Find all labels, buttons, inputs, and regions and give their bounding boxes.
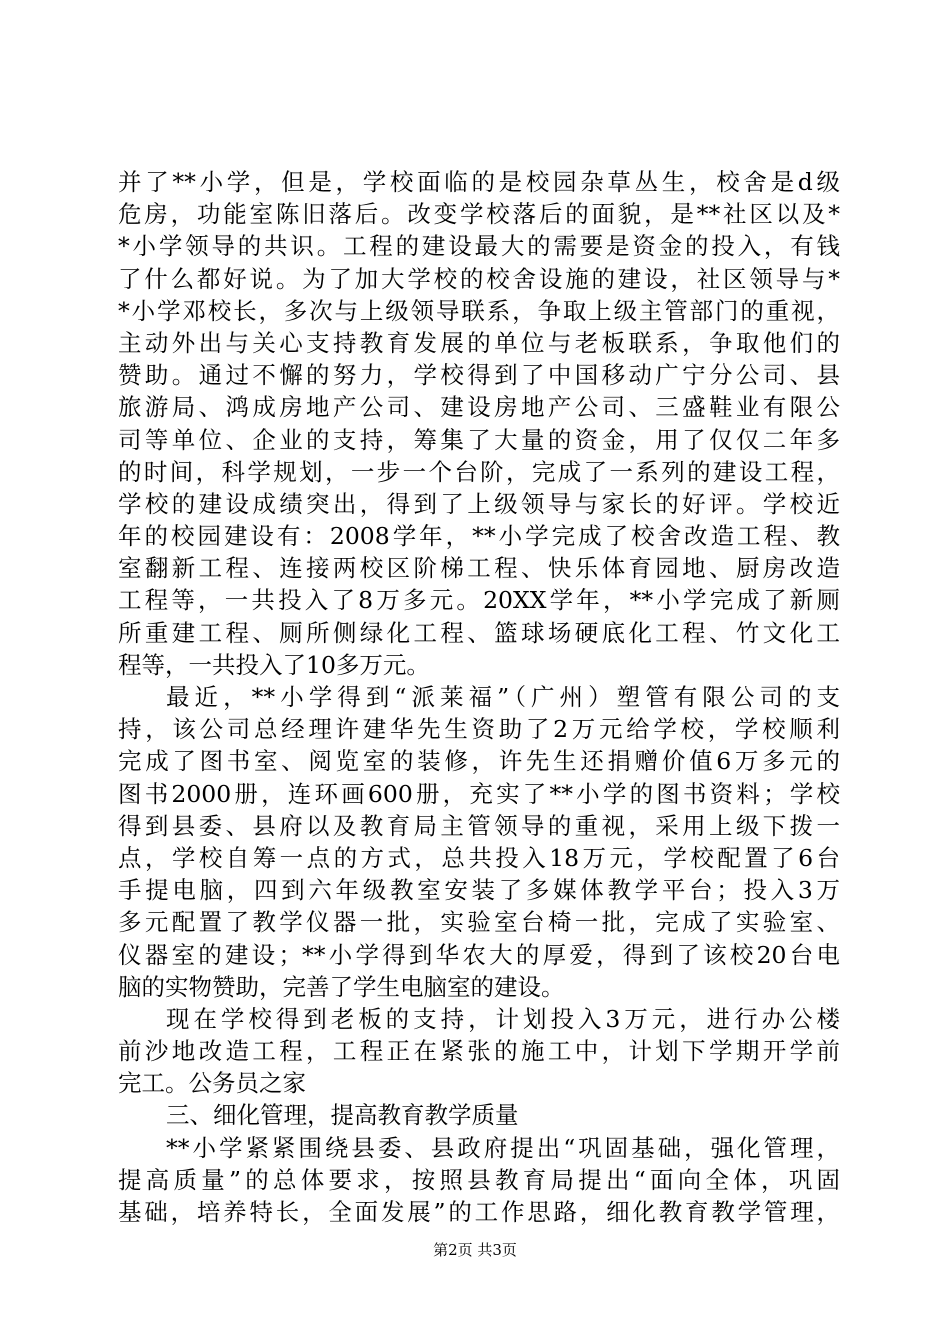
text-line: 年的校园建设有：2008学年，**小学完成了校舍改造工程、教 bbox=[118, 522, 840, 551]
text-line: 完成了图书室、阅览室的装修，许先生还捐赠价值6万多元的 bbox=[118, 747, 840, 776]
text-line: 室翻新工程、连接两校区阶梯工程、快乐体育园地、厨房改造 bbox=[118, 554, 840, 583]
text-line: 手提电脑，四到六年级教室安装了多媒体教学平台；投入3万 bbox=[118, 876, 840, 905]
text-line: 工程等，一共投入了8万多元。20XX学年，**小学完成了新厕 bbox=[118, 586, 840, 615]
text-line: 赞助。通过不懈的努力，学校得到了中国移动广宁分公司、县 bbox=[118, 361, 840, 390]
text-line: 持，该公司总经理许建华先生资助了2万元给学校，学校顺利 bbox=[118, 715, 840, 744]
text-line: 危房，功能室陈旧落后。改变学校落后的面貌，是**社区以及* bbox=[118, 200, 840, 229]
text-line: 多元配置了教学仪器一批，实验室台椅一批，完成了实验室、 bbox=[118, 908, 840, 937]
text-line: 的时间，科学规划，一步一个台阶，完成了一系列的建设工程， bbox=[118, 457, 840, 486]
text-line: *小学领导的共识。工程的建设最大的需要是资金的投入，有钱 bbox=[118, 232, 840, 261]
text-line: 了什么都好说。为了加大学校的校舍设施的建设，社区领导与* bbox=[118, 264, 840, 293]
text-line: 并了**小学，但是，学校面临的是校园杂草丛生，校舍是d级 bbox=[118, 168, 840, 196]
paragraph-start-line: 现在学校得到老板的支持，计划投入3万元，进行办公楼 bbox=[166, 1004, 840, 1033]
page-footer: 第2页 共3页 bbox=[433, 1241, 517, 1259]
text-line: 图书2000册，连环画600册，充实了**小学的图书资料；学校 bbox=[118, 779, 840, 808]
text-line: 完工。公务员之家 bbox=[118, 1069, 306, 1098]
text-line: 学校的建设成绩突出，得到了上级领导与家长的好评。学校近 bbox=[118, 489, 840, 518]
section-heading: 三、细化管理，提高教育教学质量 bbox=[166, 1101, 519, 1130]
body-text bbox=[118, 166, 840, 1228]
text-line: 点，学校自筹一点的方式，总共投入18万元，学校配置了6台 bbox=[118, 843, 840, 872]
text-line: 前沙地改造工程，工程正在紧张的施工中，计划下学期开学前 bbox=[118, 1037, 840, 1066]
text-line: 旅游局、鸿成房地产公司、建设房地产公司、三盛鞋业有限公 bbox=[118, 393, 840, 422]
text-line: 得到县委、县府以及教育局主管领导的重视，采用上级下拨一 bbox=[118, 811, 840, 840]
text-line: 脑的实物赞助，完善了学生电脑室的建设。 bbox=[118, 972, 565, 1001]
text-line: 程等，一共投入了10多万元。 bbox=[118, 650, 430, 679]
text-line: 所重建工程、厕所侧绿化工程、篮球场硬底化工程、竹文化工 bbox=[118, 618, 840, 647]
paragraph-start-line: **小学紧紧围绕县委、县政府提出“巩固基础，强化管理， bbox=[166, 1133, 840, 1162]
text-line: 基础，培养特长，全面发展”的工作思路，细化教育教学管理， bbox=[118, 1198, 840, 1226]
text-line: 提高质量”的总体要求，按照县教育局提出“面向全体，巩固 bbox=[118, 1165, 840, 1194]
text-line: 司等单位、企业的支持，筹集了大量的资金，用了仅仅二年多 bbox=[118, 425, 840, 454]
text-line: 仪器室的建设；**小学得到华农大的厚爱，得到了该校20台电 bbox=[118, 940, 840, 969]
paragraph-start-line: 最近，**小学得到“派莱福”（广州）塑管有限公司的支 bbox=[166, 683, 840, 711]
text-line: *小学邓校长，多次与上级领导联系，争取上级主管部门的重视， bbox=[118, 296, 840, 325]
text-line: 主动外出与关心支持教育发展的单位与老板联系，争取他们的 bbox=[118, 328, 840, 357]
